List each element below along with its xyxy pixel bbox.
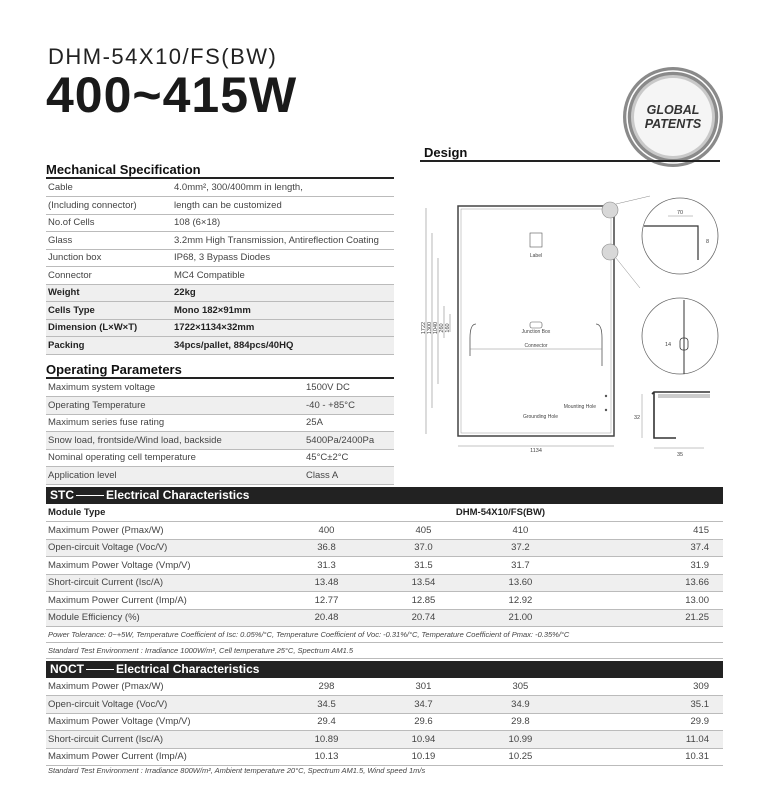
row-label: Open-circuit Voltage (Voc/V) bbox=[46, 696, 278, 714]
row-value: 20.74 bbox=[375, 609, 472, 627]
spec-value: 3.2mm High Transmission, Antireflection Coating bbox=[172, 232, 394, 250]
row-value: 35.1 bbox=[569, 696, 723, 714]
dim-8: 8 bbox=[706, 239, 710, 245]
param-value: 1500V DC bbox=[304, 379, 394, 397]
row-value: 37.4 bbox=[569, 539, 723, 557]
param-value: 25A bbox=[304, 414, 394, 432]
row-value: 12.92 bbox=[472, 592, 569, 610]
label-text: Label bbox=[529, 253, 543, 259]
spec-label: (Including connector) bbox=[46, 197, 172, 215]
spec-label: No.of Cells bbox=[46, 214, 172, 232]
spec-label: Glass bbox=[46, 232, 172, 250]
table-row bbox=[46, 609, 723, 627]
spec-row bbox=[46, 214, 394, 232]
param-row bbox=[46, 414, 394, 432]
row-value: 13.48 bbox=[278, 574, 375, 592]
row-value: 10.31 bbox=[569, 748, 723, 766]
dim-width: 1134 bbox=[530, 448, 542, 454]
operating-params-title: Operating Parameters bbox=[46, 362, 182, 377]
spec-value: 4.0mm², 300/400mm in length, bbox=[172, 179, 394, 197]
row-value: 34.7 bbox=[375, 696, 472, 714]
module-design-drawing bbox=[418, 188, 720, 460]
noct-title-bar bbox=[46, 661, 723, 678]
spec-value: IP68, 3 Bypass Diodes bbox=[172, 249, 394, 267]
badge-line2: PATENTS bbox=[644, 117, 702, 131]
param-value: 5400Pa/2400Pa bbox=[304, 432, 394, 450]
spec-label: Dimension (L×W×T) bbox=[46, 319, 172, 337]
row-value: 13.66 bbox=[569, 574, 723, 592]
table-row bbox=[46, 522, 723, 540]
divider bbox=[420, 160, 720, 162]
param-row bbox=[46, 449, 394, 467]
row-value: 415 bbox=[569, 522, 723, 540]
row-label: Maximum Power Voltage (Vmp/V) bbox=[46, 557, 278, 575]
noct-note-environment: Standard Test Environment : Irradiance 800W/m², Ambient temperature 20°C, Spectrum AM1.5, Wind speed 1m/s bbox=[48, 766, 426, 775]
table-row bbox=[46, 748, 723, 766]
grounding-hole-text: Grounding Hole bbox=[522, 414, 558, 420]
spec-row bbox=[46, 302, 394, 320]
divider bbox=[76, 495, 104, 496]
stc-prefix: STC bbox=[50, 488, 74, 502]
row-value: 29.4 bbox=[278, 713, 375, 731]
dim-1722: 1722 bbox=[421, 321, 427, 335]
row-value: 11.04 bbox=[569, 731, 723, 749]
row-label: Short-circuit Current (Isc/A) bbox=[46, 574, 278, 592]
divider bbox=[86, 669, 114, 670]
row-value: 305 bbox=[472, 678, 569, 696]
row-value: 400 bbox=[278, 522, 375, 540]
mechanical-spec-section bbox=[46, 162, 394, 355]
table-row bbox=[46, 731, 723, 749]
row-label: Module Efficiency (%) bbox=[46, 609, 278, 627]
dim-14: 14 bbox=[664, 342, 672, 348]
row-value: 21.25 bbox=[569, 609, 723, 627]
spec-row bbox=[46, 232, 394, 250]
row-value: 10.99 bbox=[472, 731, 569, 749]
row-value: 10.19 bbox=[375, 748, 472, 766]
noct-table bbox=[46, 678, 723, 766]
table-row bbox=[46, 696, 723, 714]
param-row bbox=[46, 467, 394, 485]
junction-box-text: Junction Box bbox=[521, 329, 551, 335]
global-patents-badge bbox=[622, 66, 724, 168]
operating-params-section bbox=[46, 362, 394, 485]
mechanical-spec-table bbox=[46, 179, 394, 355]
stc-note-environment: Standard Test Environment : Irradiance 1000W/m², Cell temperature 25°C, Spectrum AM1.5 bbox=[46, 643, 723, 659]
dim-70: 70 bbox=[676, 210, 684, 216]
dim-1300: 1300 bbox=[427, 321, 433, 335]
module-type-label: Module Type bbox=[46, 504, 278, 522]
param-label: Snow load, frontside/Wind load, backside bbox=[46, 432, 304, 450]
spec-label: Junction box bbox=[46, 249, 172, 267]
row-value: 29.6 bbox=[375, 713, 472, 731]
row-value: 10.25 bbox=[472, 748, 569, 766]
spec-label: Cable bbox=[46, 179, 172, 197]
dim-35: 35 bbox=[676, 452, 684, 458]
row-value: 13.00 bbox=[569, 592, 723, 610]
table-row bbox=[46, 592, 723, 610]
model-name: DHM-54X10/FS(BW) bbox=[48, 44, 278, 69]
spec-value: 34pcs/pallet, 884pcs/40HQ bbox=[172, 337, 394, 355]
param-value: -40 - +85°C bbox=[304, 397, 394, 415]
stc-section bbox=[46, 487, 723, 659]
spec-row bbox=[46, 179, 394, 197]
stc-note-tolerance: Power Tolerance: 0~+5W, Temperature Coefficient of Isc: 0.05%/°C, Temperature Coefficient of Voc: -0.31%/°C, Temperature Coefficient of Pmax: -0.35%/°C bbox=[46, 627, 723, 643]
spec-label: Connector bbox=[46, 267, 172, 285]
noct-section bbox=[46, 661, 723, 766]
spec-value: 22kg bbox=[172, 284, 394, 302]
spec-label: Weight bbox=[46, 284, 172, 302]
noct-title: Electrical Characteristics bbox=[116, 662, 260, 676]
stc-title: Electrical Characteristics bbox=[106, 488, 250, 502]
table-row bbox=[46, 678, 723, 696]
design-title: Design bbox=[424, 145, 468, 160]
param-label: Nominal operating cell temperature bbox=[46, 449, 304, 467]
row-value: 13.60 bbox=[472, 574, 569, 592]
row-value: 31.3 bbox=[278, 557, 375, 575]
spec-value: 108 (6×18) bbox=[172, 214, 394, 232]
table-row bbox=[46, 539, 723, 557]
row-value: 21.00 bbox=[472, 609, 569, 627]
row-value: 405 bbox=[375, 522, 472, 540]
param-value: Class A bbox=[304, 467, 394, 485]
param-row bbox=[46, 432, 394, 450]
row-value: 410 bbox=[472, 522, 569, 540]
spec-row bbox=[46, 197, 394, 215]
spec-label: Packing bbox=[46, 337, 172, 355]
mechanical-spec-title: Mechanical Specification bbox=[46, 162, 201, 177]
row-value: 31.7 bbox=[472, 557, 569, 575]
row-label: Short-circuit Current (Isc/A) bbox=[46, 731, 278, 749]
row-label: Maximum Power Current (Imp/A) bbox=[46, 748, 278, 766]
mounting-hole-text: Mounting Hole bbox=[563, 404, 596, 410]
param-label: Maximum series fuse rating bbox=[46, 414, 304, 432]
row-label: Maximum Power (Pmax/W) bbox=[46, 522, 278, 540]
spec-value: Mono 182×91mm bbox=[172, 302, 394, 320]
param-value: 45°C±2°C bbox=[304, 449, 394, 467]
spec-row bbox=[46, 284, 394, 302]
spec-value: MC4 Compatible bbox=[172, 267, 394, 285]
row-value: 34.9 bbox=[472, 696, 569, 714]
module-type-value: DHM-54X10/FS(BW) bbox=[278, 504, 723, 522]
dim-32: 32 bbox=[633, 415, 641, 421]
stc-title-bar bbox=[46, 487, 723, 504]
dim-160: 160 bbox=[445, 323, 451, 333]
row-value: 31.5 bbox=[375, 557, 472, 575]
row-label: Open-circuit Voltage (Voc/V) bbox=[46, 539, 278, 557]
row-value: 36.8 bbox=[278, 539, 375, 557]
param-label: Application level bbox=[46, 467, 304, 485]
row-value: 29.9 bbox=[569, 713, 723, 731]
row-value: 37.2 bbox=[472, 539, 569, 557]
row-label: Maximum Power Current (Imp/A) bbox=[46, 592, 278, 610]
noct-prefix: NOCT bbox=[50, 662, 84, 676]
param-label: Operating Temperature bbox=[46, 397, 304, 415]
dim-260: 260 bbox=[439, 323, 445, 333]
row-value: 34.5 bbox=[278, 696, 375, 714]
power-range: 400~415W bbox=[46, 67, 298, 123]
row-value: 29.8 bbox=[472, 713, 569, 731]
spec-row bbox=[46, 267, 394, 285]
row-value: 309 bbox=[569, 678, 723, 696]
row-value: 20.48 bbox=[278, 609, 375, 627]
table-row bbox=[46, 574, 723, 592]
row-label: Maximum Power Voltage (Vmp/V) bbox=[46, 713, 278, 731]
spec-label: Cells Type bbox=[46, 302, 172, 320]
param-row bbox=[46, 379, 394, 397]
operating-params-table bbox=[46, 379, 394, 485]
spec-row bbox=[46, 249, 394, 267]
table-row bbox=[46, 557, 723, 575]
row-value: 37.0 bbox=[375, 539, 472, 557]
stc-table bbox=[46, 504, 723, 627]
row-value: 13.54 bbox=[375, 574, 472, 592]
row-value: 12.77 bbox=[278, 592, 375, 610]
row-value: 298 bbox=[278, 678, 375, 696]
param-row bbox=[46, 397, 394, 415]
row-value: 301 bbox=[375, 678, 472, 696]
row-value: 10.13 bbox=[278, 748, 375, 766]
dim-1040: 1040 bbox=[433, 321, 439, 335]
row-value: 12.85 bbox=[375, 592, 472, 610]
connector-text: Connector bbox=[524, 343, 548, 349]
table-row bbox=[46, 713, 723, 731]
row-value: 31.9 bbox=[569, 557, 723, 575]
spec-value: length can be customized bbox=[172, 197, 394, 215]
row-label: Maximum Power (Pmax/W) bbox=[46, 678, 278, 696]
row-value: 10.94 bbox=[375, 731, 472, 749]
param-label: Maximum system voltage bbox=[46, 379, 304, 397]
badge-line1: GLOBAL bbox=[646, 103, 700, 117]
spec-row bbox=[46, 319, 394, 337]
spec-row bbox=[46, 337, 394, 355]
row-value: 10.89 bbox=[278, 731, 375, 749]
spec-value: 1722×1134×32mm bbox=[172, 319, 394, 337]
